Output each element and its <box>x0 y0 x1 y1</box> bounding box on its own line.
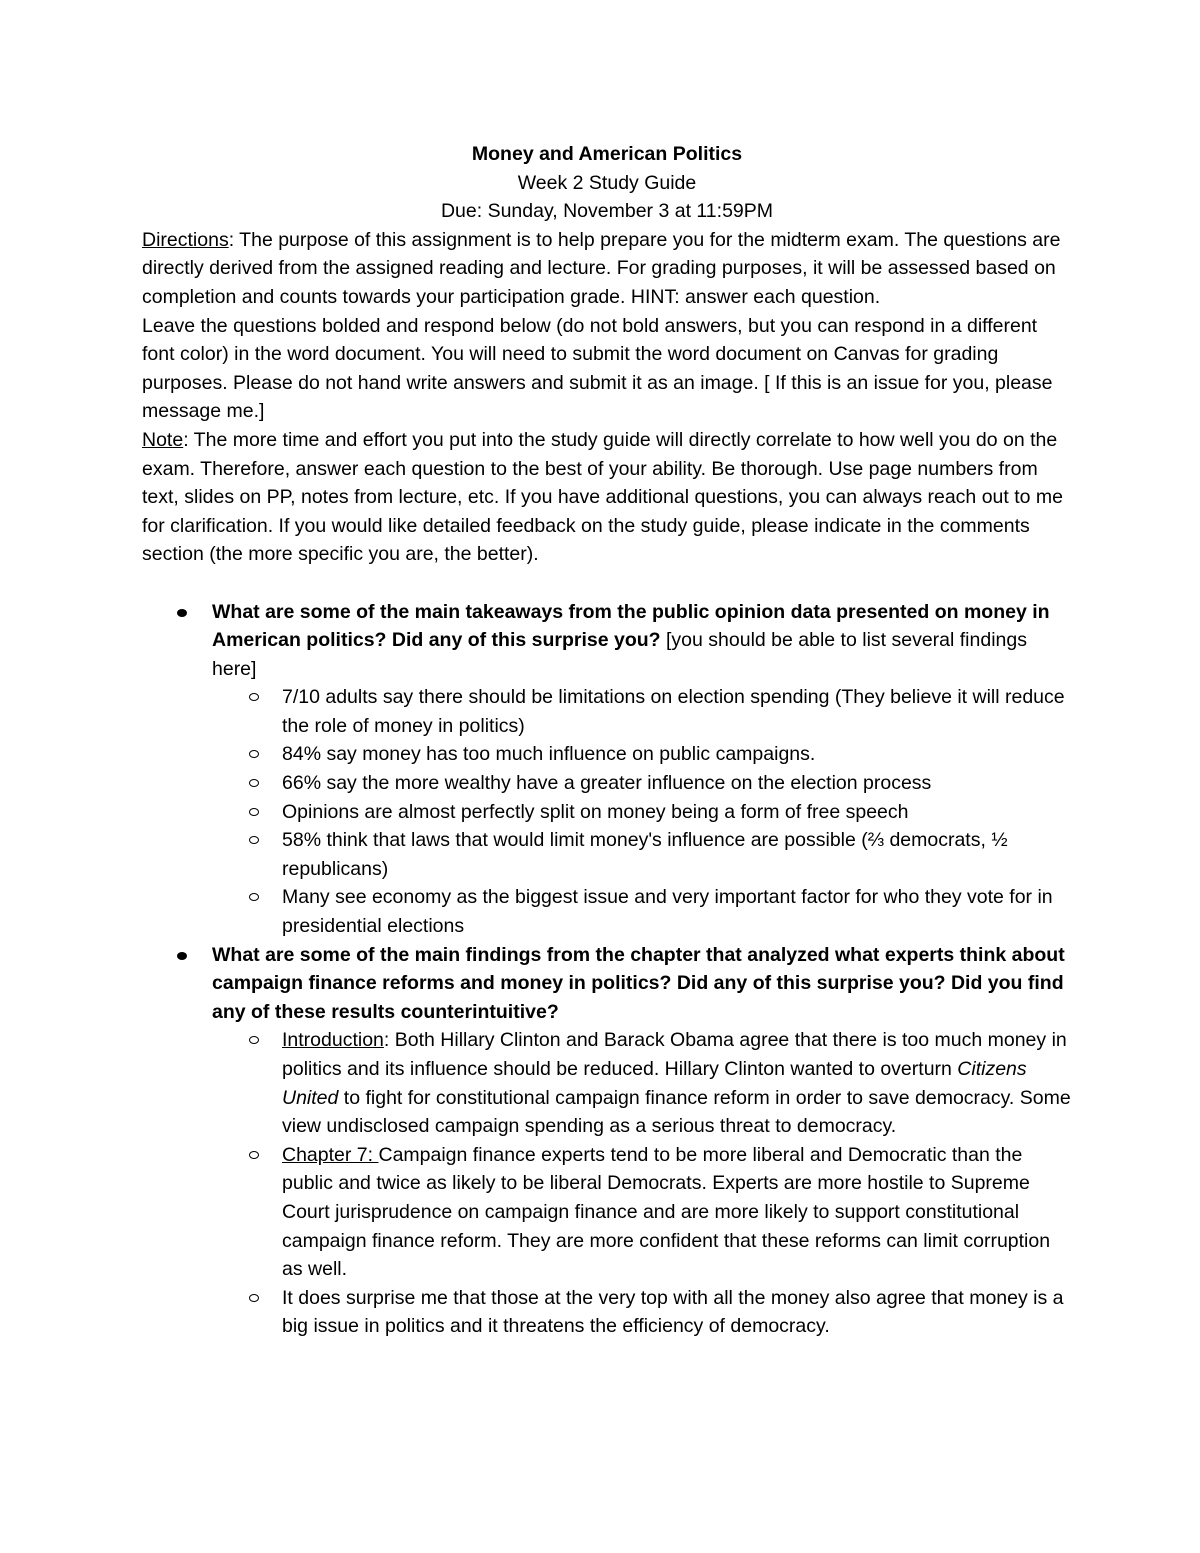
note-paragraph <box>142 426 1072 569</box>
bullet-icon <box>177 952 187 960</box>
answer-text: It does surprise me that those at the very top with all the money also agree that money is a big issue in politics and it threatens the efficiency of democracy. <box>282 1286 1064 1338</box>
directions-paragraph <box>142 226 1072 312</box>
document-title: Money and American Politics <box>471 143 743 165</box>
answer-italic-text: Citizens United <box>282 1058 1027 1109</box>
question-text: What are some of the main findings from the chapter that analyzed what experts think about campaign finance reforms and money in politics? Did any of this surprise you? Did you find any of these results counterintuitive? <box>212 943 1065 1023</box>
answer-item <box>212 883 1072 940</box>
question-item <box>142 941 1072 1341</box>
circle-bullet-icon <box>249 808 259 816</box>
circle-bullet-icon <box>249 893 259 901</box>
answer-text: 7/10 adults say there should be limitations on election spending (They believe it will reduce the role of money in politics) <box>282 686 1065 737</box>
answer-text: : Both Hillary Clinton and Barack Obama agree that there is too much money in politics and its influence should be reduced. Hillary Clinton wanted to overturn <box>282 1029 1067 1080</box>
answer-text: Campaign finance experts tend to be more liberal and Democratic than the public and twice as likely to be liberal Democrats. Experts are more hostile to Supreme Court jurisprudence on campaign finance and are more likely to support constitutional campaign finance reform. They are more confident that these reforms can limit corruption as well. <box>282 1143 1051 1281</box>
document-page <box>142 140 1072 1341</box>
answer-item <box>212 683 1072 740</box>
answer-text: 58% think that laws that would limit money's influence are possible (⅔ democrats, ½ republicans) <box>282 829 1008 880</box>
circle-bullet-icon <box>249 836 259 844</box>
bullet-icon <box>177 609 187 617</box>
answer-item <box>212 1026 1072 1140</box>
directions-text: : The purpose of this assignment is to help prepare you for the midterm exam. The questions are directly derived from the assigned reading and lecture. For grading purposes, it will be assessed based on completion and counts towards your participation grade. HINT: answer each question. <box>142 228 1061 308</box>
circle-bullet-icon <box>249 779 259 787</box>
answer-text: 84% say money has too much influence on public campaigns. <box>282 743 816 766</box>
answer-label: Chapter 7: <box>282 1143 379 1166</box>
answer-text: Many see economy as the biggest issue and very important factor for who they vote for in presidential elections <box>282 886 1053 938</box>
circle-bullet-icon <box>249 693 259 701</box>
circle-bullet-icon <box>249 1294 259 1302</box>
note-text: : The more time and effort you put into the study guide will directly correlate to how well you do on the exam. Therefore, answer each question to the best of your ability. Be thorough. Use page numbers from text, slides on PP, notes from lecture, etc. If you have additional questions, you can always reach out to me for clarification. If you would like detailed feedback on the study guide, please indicate in the comments section (the more specific you are, the better). <box>142 428 1063 566</box>
answer-text: 66% say the more wealthy have a greater influence on the election process <box>282 772 932 795</box>
circle-bullet-icon <box>249 1036 259 1044</box>
directions-label: Directions <box>142 228 229 251</box>
answer-item <box>212 740 1072 769</box>
answer-label: Introduction <box>282 1029 384 1052</box>
answer-text: Opinions are almost perfectly split on money being a form of free speech <box>282 800 909 823</box>
document-subtitle: Week 2 Study Guide <box>517 171 697 194</box>
answer-list <box>212 1026 1072 1341</box>
question-text: What are some of the main takeaways from the public opinion data presented on money in American politics? Did any of this surprise you? <box>212 600 1050 652</box>
answer-item <box>212 798 1072 827</box>
question-hint: [you should be able to list several findings here] <box>212 629 1027 680</box>
circle-bullet-icon <box>249 1151 259 1159</box>
note-label: Note <box>142 428 184 451</box>
answer-item <box>212 1141 1072 1284</box>
answer-item <box>212 1284 1072 1341</box>
question-list <box>142 598 1072 1341</box>
due-date: Due: Sunday, November 3 at 11:59PM <box>440 200 774 223</box>
instructions-paragraph: Leave the questions bolded and respond below (do not bold answers, but you can respond in a different font color) in the word document. You will need to submit the word document on Canvas for grading purposes. Please do not hand write answers and submit it as an image. [ If this is an issue for you, please message me.] <box>142 314 1053 423</box>
answer-list <box>212 683 1072 940</box>
answer-item <box>212 826 1072 883</box>
question-item <box>142 598 1072 941</box>
blank-line <box>142 569 1072 598</box>
answer-text: to fight for constitutional campaign finance reform in order to save democracy. Some view undisclosed campaign spending as a serious threat to democracy. <box>282 1086 1071 1138</box>
circle-bullet-icon <box>249 750 259 758</box>
answer-item <box>212 769 1072 798</box>
